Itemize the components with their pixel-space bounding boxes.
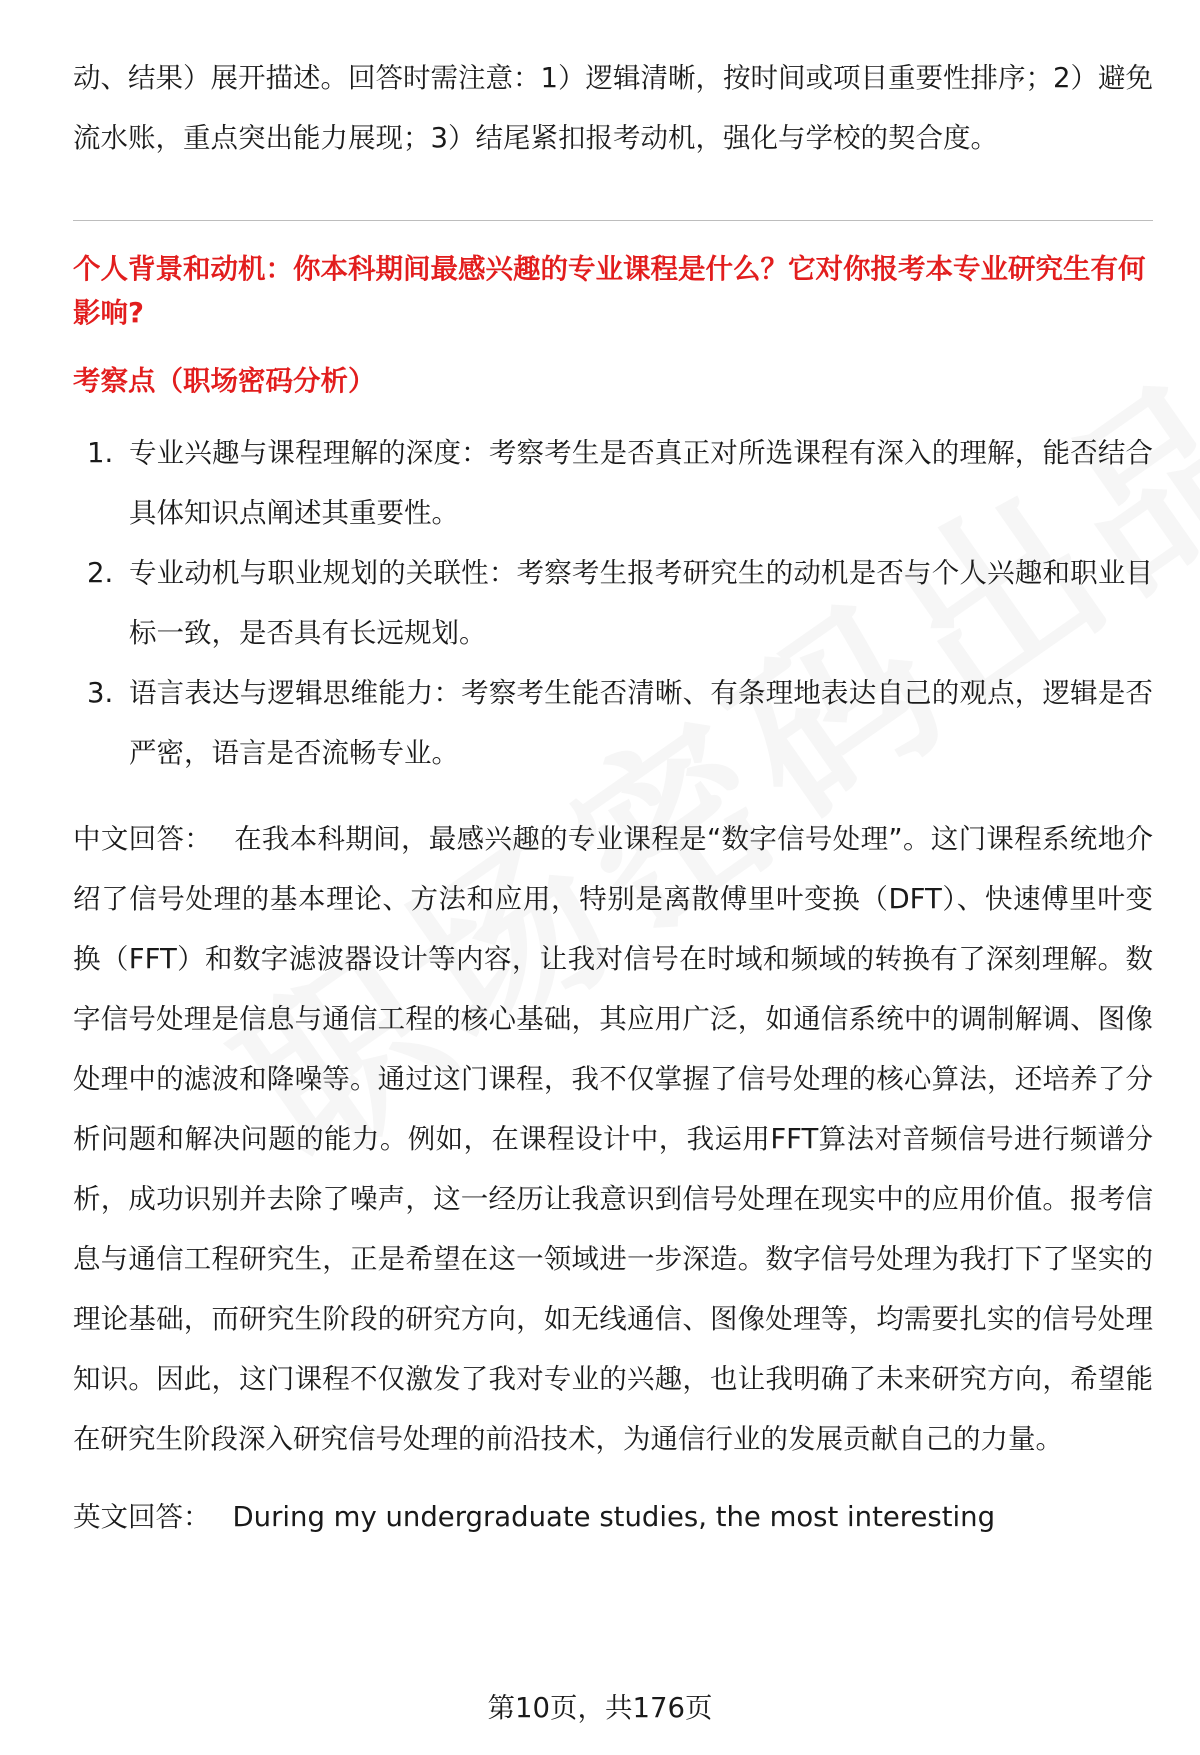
assessment-points-list xyxy=(73,423,1153,783)
intro-paragraph: 动、结果）展开描述。回答时需注意：1）逻辑清晰，按时间或项目重要性排序；2）避免流水账，重点突出能力展现；3）结尾紧扣报考动机，强化与学校的契合度。 xyxy=(73,62,1153,154)
section-divider xyxy=(73,220,1153,221)
list-item xyxy=(73,663,1153,783)
english-answer-text: During my undergraduate studies, the most interesting xyxy=(232,1501,996,1533)
page-number-footer: 第10页，共176页 xyxy=(487,1692,713,1724)
list-item-text: 专业动机与职业规划的关联性：考察考生报考研究生的动机是否与个人兴趣和职业目标一致，是否具有长远规划。 xyxy=(129,557,1153,649)
list-item-number: 2. xyxy=(87,557,114,589)
question-heading: 个人背景和动机：你本科期间最感兴趣的专业课程是什么？它对你报考本专业研究生有何影响? xyxy=(73,253,1146,329)
chinese-answer-label: 中文回答： xyxy=(73,823,213,855)
list-item xyxy=(73,423,1153,543)
chinese-answer xyxy=(73,809,1153,1469)
list-item-number: 3. xyxy=(87,677,114,709)
chinese-answer-text: 在我本科期间，最感兴趣的专业课程是“数字信号处理”。这门课程系统地介绍了信号处理的基本理论、方法和应用，特别是离散傅里叶变换（DFT）、快速傅里叶变换（FFT）和数字滤波器设计等内容，让我对信号在时域和频域的转换有了深刻理解。数字信号处理是信息与通信工程的核心基础，其应用广泛，如通信系统中的调制解调、图像处理中的滤波和降噪等。通过这门课程，我不仅掌握了信号处理的核心算法，还培养了分析问题和解决问题的能力。例如，在课程设计中，我运用FFT算法对音频信号进行频谱分析，成功识别并去除了噪声，这一经历让我意识到信号处理在现实中的应用价值。报考信息与通信工程研究生，正是希望在这一领域进一步深造。数字信号处理为我打下了坚实的理论基础，而研究生阶段的研究方向，如无线通信、图像处理等，均需要扎实的信号处理知识。因此，这门课程不仅激发了我对专业的兴趣，也让我明确了未来研究方向，希望能在研究生阶段深入研究信号处理的前沿技术，为通信行业的发展贡献自己的力量。 xyxy=(73,823,1154,1455)
english-answer-label: 英文回答： xyxy=(73,1501,211,1533)
english-answer xyxy=(73,1487,1153,1547)
list-item-text: 语言表达与逻辑思维能力：考察考生能否清晰、有条理地表达自己的观点，逻辑是否严密，语言是否流畅专业。 xyxy=(129,677,1153,769)
list-item-number: 1. xyxy=(87,437,114,469)
list-item-text: 专业兴趣与课程理解的深度：考察考生是否真正对所选课程有深入的理解，能否结合具体知识点阐述其重要性。 xyxy=(129,437,1153,529)
list-item xyxy=(73,543,1153,663)
page-content xyxy=(73,48,1153,1547)
section-heading: 考察点（职场密码分析） xyxy=(73,365,376,397)
